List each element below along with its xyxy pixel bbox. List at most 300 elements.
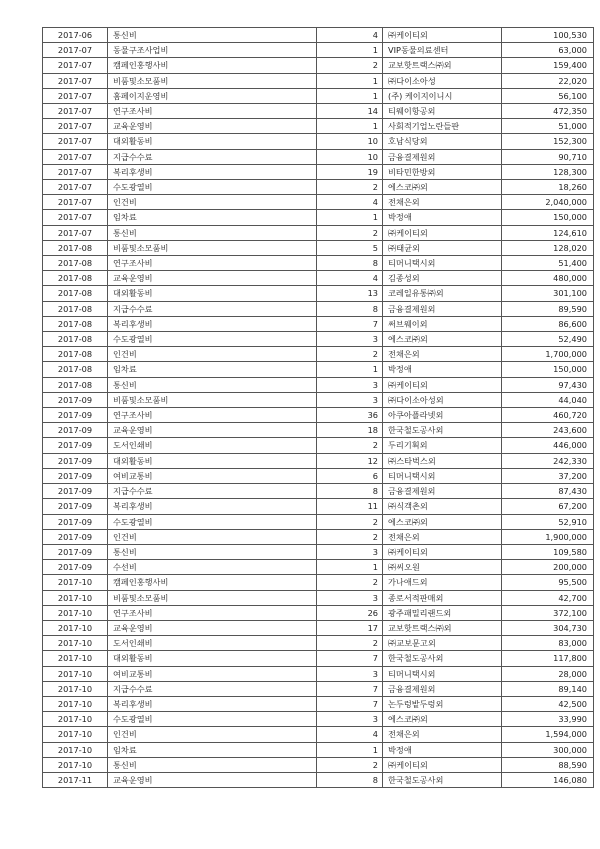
category-cell: 여비교통비: [108, 468, 317, 483]
table-row: [43, 392, 594, 407]
amount-cell: 1,900,000: [502, 529, 594, 544]
amount-cell: 472,350: [502, 104, 594, 119]
table-row: [43, 438, 594, 453]
vendor-cell: ㈜케이티외: [383, 28, 502, 43]
table-row: [43, 423, 594, 438]
month-cell: 2017-08: [43, 240, 108, 255]
count-cell: 26: [317, 605, 383, 620]
category-cell: 교육운영비: [108, 620, 317, 635]
category-cell: 비품및소모품비: [108, 392, 317, 407]
category-cell: 임차료: [108, 362, 317, 377]
table-row: [43, 666, 594, 681]
month-cell: 2017-08: [43, 286, 108, 301]
category-cell: 복리후생비: [108, 696, 317, 711]
category-cell: 복리후생비: [108, 316, 317, 331]
month-cell: 2017-09: [43, 560, 108, 575]
vendor-cell: 에스코㈜외: [383, 712, 502, 727]
vendor-cell: 한국철도공사외: [383, 423, 502, 438]
count-cell: 3: [317, 392, 383, 407]
count-cell: 18: [317, 423, 383, 438]
table-row: [43, 468, 594, 483]
vendor-cell: 두리기획외: [383, 438, 502, 453]
amount-cell: 90,710: [502, 149, 594, 164]
table-row: [43, 620, 594, 635]
count-cell: 2: [317, 438, 383, 453]
table-row: [43, 134, 594, 149]
amount-cell: 37,200: [502, 468, 594, 483]
category-cell: 지급수수료: [108, 484, 317, 499]
amount-cell: 117,800: [502, 651, 594, 666]
vendor-cell: 전채은외: [383, 347, 502, 362]
category-cell: 수도광열비: [108, 180, 317, 195]
month-cell: 2017-09: [43, 484, 108, 499]
table-row: [43, 43, 594, 58]
vendor-cell: 박정애: [383, 362, 502, 377]
count-cell: 2: [317, 180, 383, 195]
month-cell: 2017-10: [43, 666, 108, 681]
vendor-cell: 교보핫트랙스㈜외: [383, 620, 502, 635]
vendor-cell: 한국철도공사외: [383, 651, 502, 666]
amount-cell: 100,530: [502, 28, 594, 43]
category-cell: 교육운영비: [108, 271, 317, 286]
table-row: [43, 286, 594, 301]
category-cell: 인건비: [108, 195, 317, 210]
month-cell: 2017-10: [43, 636, 108, 651]
amount-cell: 128,300: [502, 164, 594, 179]
month-cell: 2017-07: [43, 88, 108, 103]
category-cell: 도서인쇄비: [108, 438, 317, 453]
count-cell: 4: [317, 727, 383, 742]
count-cell: 13: [317, 286, 383, 301]
category-cell: 통신비: [108, 544, 317, 559]
table-row: [43, 727, 594, 742]
count-cell: 11: [317, 499, 383, 514]
category-cell: 동물구조사업비: [108, 43, 317, 58]
category-cell: 연구조사비: [108, 256, 317, 271]
category-cell: 대외활동비: [108, 286, 317, 301]
vendor-cell: 코레일유통㈜외: [383, 286, 502, 301]
month-cell: 2017-07: [43, 164, 108, 179]
category-cell: 지급수수료: [108, 681, 317, 696]
table-row: [43, 180, 594, 195]
count-cell: 17: [317, 620, 383, 635]
count-cell: 2: [317, 529, 383, 544]
month-cell: 2017-07: [43, 43, 108, 58]
table-row: [43, 636, 594, 651]
vendor-cell: 에스코㈜외: [383, 180, 502, 195]
count-cell: 3: [317, 712, 383, 727]
month-cell: 2017-09: [43, 529, 108, 544]
category-cell: 통신비: [108, 757, 317, 772]
month-cell: 2017-06: [43, 28, 108, 43]
vendor-cell: VIP동물의료센터: [383, 43, 502, 58]
month-cell: 2017-08: [43, 377, 108, 392]
table-row: [43, 377, 594, 392]
count-cell: 2: [317, 58, 383, 73]
table-row: [43, 651, 594, 666]
amount-cell: 56,100: [502, 88, 594, 103]
count-cell: 3: [317, 332, 383, 347]
month-cell: 2017-08: [43, 256, 108, 271]
category-cell: 비품및소모품비: [108, 240, 317, 255]
count-cell: 4: [317, 28, 383, 43]
vendor-cell: 에스코㈜외: [383, 514, 502, 529]
vendor-cell: 박정애: [383, 210, 502, 225]
vendor-cell: 아쿠아플라넷외: [383, 408, 502, 423]
table-row: [43, 210, 594, 225]
count-cell: 14: [317, 104, 383, 119]
amount-cell: 86,600: [502, 316, 594, 331]
amount-cell: 1,700,000: [502, 347, 594, 362]
vendor-cell: 전채은외: [383, 727, 502, 742]
amount-cell: 300,000: [502, 742, 594, 757]
month-cell: 2017-09: [43, 408, 108, 423]
month-cell: 2017-10: [43, 696, 108, 711]
vendor-cell: ㈜식객촌외: [383, 499, 502, 514]
amount-cell: 372,100: [502, 605, 594, 620]
category-cell: 인건비: [108, 727, 317, 742]
vendor-cell: 에스코㈜외: [383, 332, 502, 347]
month-cell: 2017-07: [43, 210, 108, 225]
count-cell: 7: [317, 316, 383, 331]
month-cell: 2017-10: [43, 681, 108, 696]
table-row: [43, 499, 594, 514]
category-cell: 통신비: [108, 377, 317, 392]
month-cell: 2017-07: [43, 180, 108, 195]
table-row: [43, 362, 594, 377]
month-cell: 2017-07: [43, 119, 108, 134]
category-cell: 비품및소모품비: [108, 73, 317, 88]
amount-cell: 124,610: [502, 225, 594, 240]
count-cell: 2: [317, 636, 383, 651]
table-row: [43, 560, 594, 575]
month-cell: 2017-07: [43, 73, 108, 88]
vendor-cell: ㈜케이티외: [383, 377, 502, 392]
vendor-cell: 전채은외: [383, 529, 502, 544]
vendor-cell: ㈜교보문고외: [383, 636, 502, 651]
amount-cell: 33,990: [502, 712, 594, 727]
count-cell: 3: [317, 544, 383, 559]
amount-cell: 109,580: [502, 544, 594, 559]
category-cell: 인건비: [108, 347, 317, 362]
month-cell: 2017-07: [43, 149, 108, 164]
amount-cell: 128,020: [502, 240, 594, 255]
month-cell: 2017-10: [43, 727, 108, 742]
category-cell: 연구조사비: [108, 104, 317, 119]
category-cell: 통신비: [108, 28, 317, 43]
vendor-cell: 비타민한방외: [383, 164, 502, 179]
amount-cell: 89,590: [502, 301, 594, 316]
table-row: [43, 772, 594, 787]
category-cell: 수도광열비: [108, 712, 317, 727]
month-cell: 2017-09: [43, 468, 108, 483]
amount-cell: 1,594,000: [502, 727, 594, 742]
vendor-cell: 김종성외: [383, 271, 502, 286]
vendor-cell: 티머니택시외: [383, 256, 502, 271]
category-cell: 수도광열비: [108, 514, 317, 529]
amount-cell: 52,910: [502, 514, 594, 529]
vendor-cell: 티머니택시외: [383, 468, 502, 483]
month-cell: 2017-10: [43, 757, 108, 772]
table-row: [43, 453, 594, 468]
vendor-cell: 광주패밀리랜드외: [383, 605, 502, 620]
table-row: [43, 301, 594, 316]
count-cell: 1: [317, 560, 383, 575]
month-cell: 2017-08: [43, 362, 108, 377]
category-cell: 여비교통비: [108, 666, 317, 681]
amount-cell: 42,700: [502, 590, 594, 605]
expense-table: [42, 27, 594, 788]
count-cell: 8: [317, 772, 383, 787]
count-cell: 10: [317, 134, 383, 149]
month-cell: 2017-10: [43, 620, 108, 635]
month-cell: 2017-08: [43, 332, 108, 347]
category-cell: 연구조사비: [108, 408, 317, 423]
vendor-cell: 전채은외: [383, 195, 502, 210]
table-row: [43, 605, 594, 620]
table-row: [43, 149, 594, 164]
amount-cell: 95,500: [502, 575, 594, 590]
category-cell: 지급수수료: [108, 301, 317, 316]
category-cell: 교육운영비: [108, 423, 317, 438]
vendor-cell: ㈜케이티외: [383, 225, 502, 240]
table-row: [43, 347, 594, 362]
count-cell: 1: [317, 43, 383, 58]
vendor-cell: 호남식당외: [383, 134, 502, 149]
month-cell: 2017-07: [43, 195, 108, 210]
count-cell: 2: [317, 347, 383, 362]
table-row: [43, 757, 594, 772]
category-cell: 대외활동비: [108, 651, 317, 666]
amount-cell: 44,040: [502, 392, 594, 407]
vendor-cell: 한국철도공사외: [383, 772, 502, 787]
month-cell: 2017-08: [43, 301, 108, 316]
amount-cell: 446,000: [502, 438, 594, 453]
amount-cell: 83,000: [502, 636, 594, 651]
category-cell: 대외활동비: [108, 453, 317, 468]
vendor-cell: ㈜씨오원: [383, 560, 502, 575]
count-cell: 2: [317, 757, 383, 772]
vendor-cell: 가나애드외: [383, 575, 502, 590]
month-cell: 2017-10: [43, 590, 108, 605]
table-row: [43, 332, 594, 347]
table-row: [43, 712, 594, 727]
count-cell: 10: [317, 149, 383, 164]
table-row: [43, 104, 594, 119]
vendor-cell: 금융결제원외: [383, 681, 502, 696]
month-cell: 2017-10: [43, 742, 108, 757]
table-row: [43, 575, 594, 590]
count-cell: 1: [317, 119, 383, 134]
table-row: [43, 742, 594, 757]
amount-cell: 51,000: [502, 119, 594, 134]
month-cell: 2017-08: [43, 316, 108, 331]
count-cell: 1: [317, 742, 383, 757]
count-cell: 7: [317, 651, 383, 666]
category-cell: 수도광열비: [108, 332, 317, 347]
count-cell: 1: [317, 210, 383, 225]
vendor-cell: 티머니택시외: [383, 666, 502, 681]
table-row: [43, 544, 594, 559]
month-cell: 2017-09: [43, 392, 108, 407]
category-cell: 홈페이지운영비: [108, 88, 317, 103]
vendor-cell: (주) 케이지이니시: [383, 88, 502, 103]
vendor-cell: 종로서적판매외: [383, 590, 502, 605]
amount-cell: 2,040,000: [502, 195, 594, 210]
vendor-cell: 논두렁밭두렁외: [383, 696, 502, 711]
count-cell: 1: [317, 73, 383, 88]
table-row: [43, 119, 594, 134]
amount-cell: 152,300: [502, 134, 594, 149]
category-cell: 임차료: [108, 210, 317, 225]
vendor-cell: ㈜다이소아성외: [383, 392, 502, 407]
vendor-cell: 금융결제원외: [383, 149, 502, 164]
amount-cell: 301,100: [502, 286, 594, 301]
amount-cell: 146,080: [502, 772, 594, 787]
table-row: [43, 256, 594, 271]
month-cell: 2017-08: [43, 347, 108, 362]
category-cell: 도서인쇄비: [108, 636, 317, 651]
count-cell: 8: [317, 301, 383, 316]
table-row: [43, 195, 594, 210]
vendor-cell: ㈜케이티외: [383, 757, 502, 772]
count-cell: 5: [317, 240, 383, 255]
amount-cell: 242,330: [502, 453, 594, 468]
amount-cell: 200,000: [502, 560, 594, 575]
category-cell: 통신비: [108, 225, 317, 240]
count-cell: 2: [317, 225, 383, 240]
amount-cell: 67,200: [502, 499, 594, 514]
month-cell: 2017-08: [43, 271, 108, 286]
amount-cell: 28,000: [502, 666, 594, 681]
vendor-cell: ㈜다이소아성: [383, 73, 502, 88]
amount-cell: 460,720: [502, 408, 594, 423]
table-row: [43, 73, 594, 88]
category-cell: 대외활동비: [108, 134, 317, 149]
category-cell: 복리후생비: [108, 164, 317, 179]
amount-cell: 42,500: [502, 696, 594, 711]
category-cell: 비품및소모품비: [108, 590, 317, 605]
category-cell: 캠페인홍행사비: [108, 575, 317, 590]
month-cell: 2017-11: [43, 772, 108, 787]
table-row: [43, 696, 594, 711]
month-cell: 2017-10: [43, 605, 108, 620]
month-cell: 2017-10: [43, 712, 108, 727]
amount-cell: 159,400: [502, 58, 594, 73]
vendor-cell: 금융결제원외: [383, 301, 502, 316]
vendor-cell: ㈜태균외: [383, 240, 502, 255]
amount-cell: 243,600: [502, 423, 594, 438]
month-cell: 2017-09: [43, 423, 108, 438]
vendor-cell: 사회적기업노란들판: [383, 119, 502, 134]
table-row: [43, 240, 594, 255]
month-cell: 2017-09: [43, 453, 108, 468]
count-cell: 19: [317, 164, 383, 179]
count-cell: 3: [317, 590, 383, 605]
amount-cell: 150,000: [502, 210, 594, 225]
category-cell: 교육운영비: [108, 772, 317, 787]
table-row: [43, 271, 594, 286]
amount-cell: 150,000: [502, 362, 594, 377]
amount-cell: 22,020: [502, 73, 594, 88]
table-row: [43, 58, 594, 73]
category-cell: 복리후생비: [108, 499, 317, 514]
month-cell: 2017-07: [43, 225, 108, 240]
amount-cell: 304,730: [502, 620, 594, 635]
category-cell: 연구조사비: [108, 605, 317, 620]
month-cell: 2017-07: [43, 104, 108, 119]
amount-cell: 18,260: [502, 180, 594, 195]
category-cell: 임차료: [108, 742, 317, 757]
table-row: [43, 681, 594, 696]
amount-cell: 63,000: [502, 43, 594, 58]
count-cell: 1: [317, 362, 383, 377]
amount-cell: 88,590: [502, 757, 594, 772]
month-cell: 2017-07: [43, 134, 108, 149]
month-cell: 2017-09: [43, 438, 108, 453]
count-cell: 8: [317, 256, 383, 271]
count-cell: 3: [317, 377, 383, 392]
vendor-cell: 금융결제원외: [383, 484, 502, 499]
count-cell: 7: [317, 696, 383, 711]
amount-cell: 89,140: [502, 681, 594, 696]
month-cell: 2017-09: [43, 544, 108, 559]
amount-cell: 87,430: [502, 484, 594, 499]
table-row: [43, 164, 594, 179]
count-cell: 36: [317, 408, 383, 423]
count-cell: 3: [317, 666, 383, 681]
amount-cell: 480,000: [502, 271, 594, 286]
count-cell: 4: [317, 271, 383, 286]
category-cell: 인건비: [108, 529, 317, 544]
amount-cell: 97,430: [502, 377, 594, 392]
expense-table-body: [43, 28, 594, 788]
month-cell: 2017-09: [43, 514, 108, 529]
category-cell: 캠페인홍행사비: [108, 58, 317, 73]
amount-cell: 51,400: [502, 256, 594, 271]
table-row: [43, 514, 594, 529]
table-row: [43, 484, 594, 499]
table-row: [43, 316, 594, 331]
month-cell: 2017-10: [43, 651, 108, 666]
vendor-cell: ㈜케이티외: [383, 544, 502, 559]
category-cell: 수선비: [108, 560, 317, 575]
table-row: [43, 28, 594, 43]
count-cell: 2: [317, 514, 383, 529]
count-cell: 4: [317, 195, 383, 210]
count-cell: 1: [317, 88, 383, 103]
count-cell: 2: [317, 575, 383, 590]
count-cell: 6: [317, 468, 383, 483]
amount-cell: 52,490: [502, 332, 594, 347]
table-row: [43, 88, 594, 103]
month-cell: 2017-09: [43, 499, 108, 514]
table-row: [43, 529, 594, 544]
vendor-cell: 티웨이항공외: [383, 104, 502, 119]
table-row: [43, 408, 594, 423]
table-row: [43, 590, 594, 605]
month-cell: 2017-07: [43, 58, 108, 73]
vendor-cell: 써브웨이외: [383, 316, 502, 331]
vendor-cell: ㈜스타벅스외: [383, 453, 502, 468]
vendor-cell: 교보핫트랙스㈜외: [383, 58, 502, 73]
category-cell: 지급수수료: [108, 149, 317, 164]
vendor-cell: 박정애: [383, 742, 502, 757]
count-cell: 12: [317, 453, 383, 468]
count-cell: 7: [317, 681, 383, 696]
category-cell: 교육운영비: [108, 119, 317, 134]
month-cell: 2017-10: [43, 575, 108, 590]
